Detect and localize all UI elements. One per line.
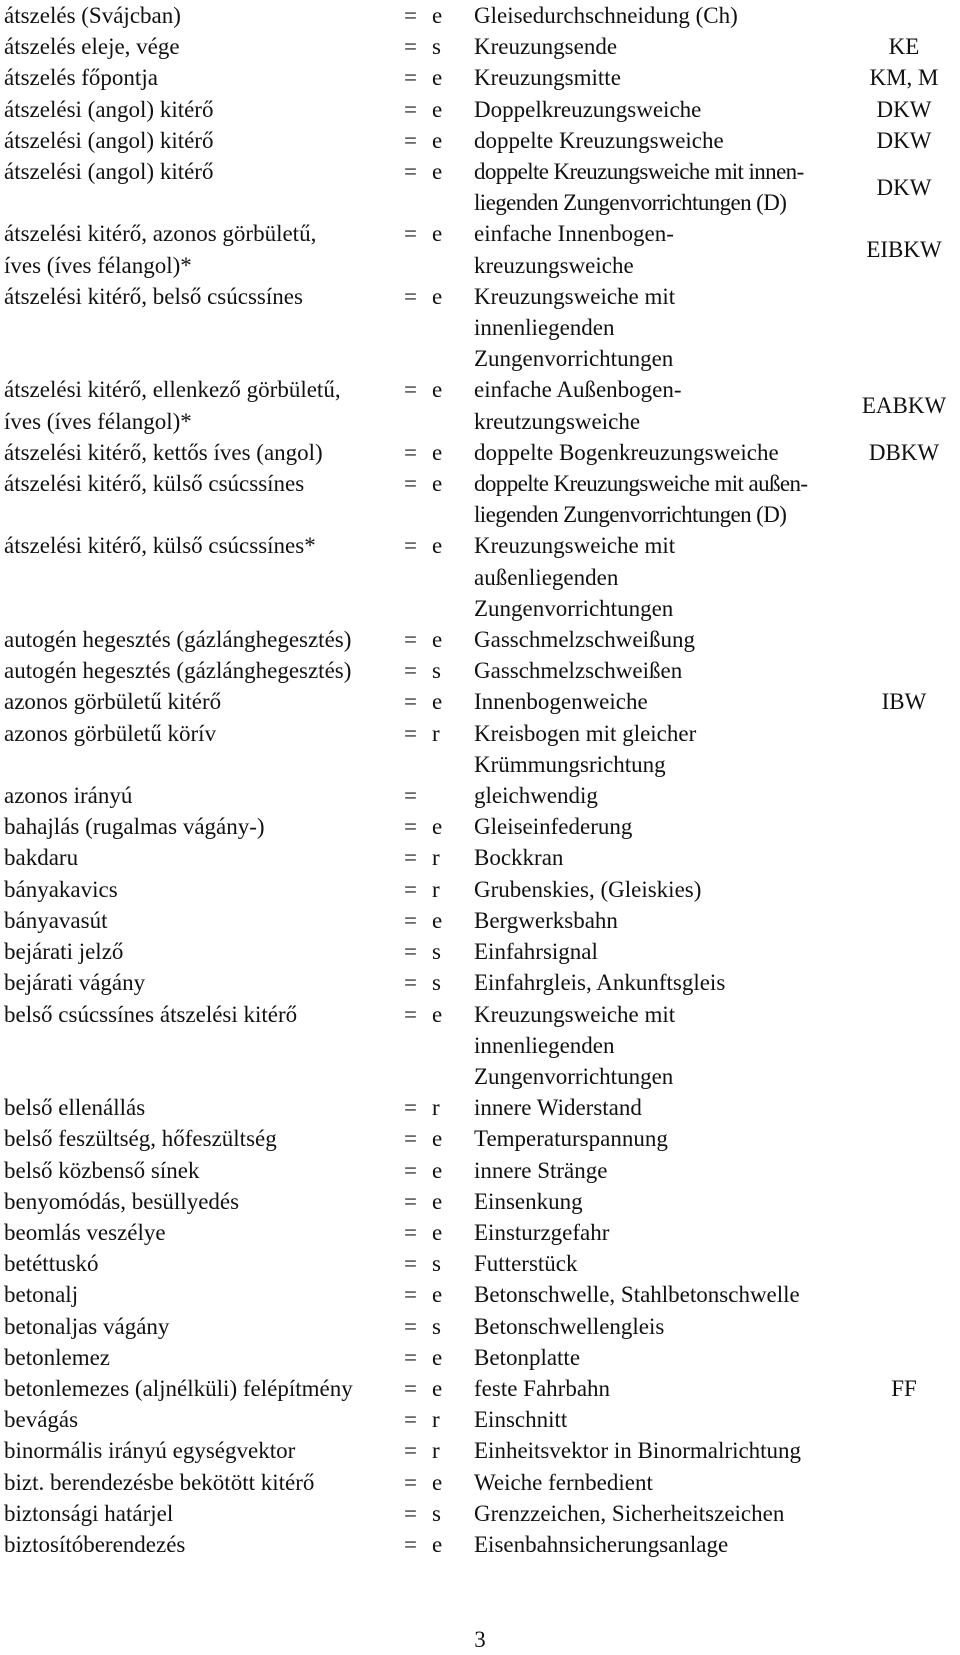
hungarian-term: bányavasút — [4, 907, 108, 933]
hungarian-term: belső feszültség, hőfeszültség — [4, 1126, 277, 1152]
equals-sign: = — [404, 34, 417, 60]
german-term: Betonschwellengleis — [474, 1313, 665, 1339]
equals-sign: = — [404, 876, 417, 902]
glossary-entry — [4, 1342, 954, 1373]
glossary-entry — [4, 655, 954, 686]
german-term: Gasschmelzschweißung — [474, 627, 695, 653]
hungarian-term: átszelési kitérő, külső csúcssínes* — [4, 533, 316, 559]
gender-marker: r — [432, 1095, 440, 1121]
gender-marker: s — [432, 1313, 441, 1339]
gender-marker: e — [432, 439, 443, 465]
gender-marker: e — [432, 814, 443, 840]
gender-marker: e — [432, 159, 443, 185]
hungarian-term: átszelési kitérő, belső csúcssínes — [4, 283, 303, 309]
glossary-entry — [4, 811, 954, 842]
abbreviation: KE — [888, 34, 920, 60]
hungarian-term: benyomódás, besüllyedés — [4, 1188, 240, 1214]
equals-sign: = — [404, 1313, 417, 1339]
abbreviation: EIBKW — [866, 237, 942, 263]
equals-sign: = — [404, 1438, 417, 1464]
gender-marker: e — [432, 1531, 443, 1557]
gender-marker: e — [432, 65, 443, 91]
equals-sign: = — [404, 658, 417, 684]
german-term: Eisenbahnsicherungsanlage — [474, 1531, 729, 1557]
german-term: Einheitsvektor in Binormalrichtung — [474, 1438, 802, 1464]
german-term: Bockkran — [474, 845, 564, 871]
german-term: Einsenkung — [474, 1188, 583, 1214]
glossary-entry — [4, 936, 954, 967]
german-term: einfache Innenbogen- kreuzungsweiche — [474, 221, 674, 278]
hungarian-term: betonaljas vágány — [4, 1313, 170, 1339]
glossary-entry — [4, 718, 954, 780]
gender-marker: e — [432, 1375, 443, 1401]
german-term: Bergwerksbahn — [474, 907, 618, 933]
equals-sign: = — [404, 1282, 417, 1308]
hungarian-term: biztosítóberendezés — [4, 1531, 186, 1557]
glossary-entry — [4, 1373, 954, 1404]
abbreviation: KM, M — [869, 65, 939, 91]
glossary-entry — [4, 842, 954, 873]
equals-sign: = — [404, 689, 417, 715]
gender-marker: e — [432, 471, 443, 497]
gender-marker: r — [432, 1407, 440, 1433]
gender-marker: r — [432, 1438, 440, 1464]
abbreviation: DKW — [876, 96, 932, 122]
abbreviation: EABKW — [861, 393, 947, 419]
glossary-entry — [4, 468, 954, 530]
page-number: 3 — [474, 1627, 486, 1652]
german-term: Kreisbogen mit gleicher Krümmungsrichtung — [474, 720, 697, 777]
glossary-entry — [4, 0, 954, 31]
german-term: Einfahrgleis, Ankunftsgleis — [474, 970, 726, 996]
gender-marker: e — [432, 3, 443, 28]
gender-marker: s — [432, 1500, 441, 1526]
gender-marker: s — [432, 970, 441, 996]
german-term: innere Stränge — [474, 1157, 608, 1183]
gender-marker: e — [432, 221, 443, 247]
gender-marker: e — [432, 283, 443, 309]
equals-sign: = — [404, 1188, 417, 1214]
hungarian-term: átszelési kitérő, azonos görbületű, íves (íves félangol)* — [4, 221, 317, 278]
glossary-entry — [4, 686, 954, 717]
equals-sign: = — [404, 970, 417, 996]
german-term: Kreuzungsende — [474, 34, 618, 60]
glossary-entry — [4, 1498, 954, 1529]
hungarian-term: autogén hegesztés (gázlánghegesztés) — [4, 627, 352, 653]
equals-sign: = — [404, 1531, 417, 1557]
glossary-entry — [4, 94, 954, 125]
glossary-entry — [4, 156, 954, 218]
equals-sign: = — [404, 1157, 417, 1183]
gender-marker: e — [432, 1188, 443, 1214]
equals-sign: = — [404, 439, 417, 465]
glossary-entry — [4, 1467, 954, 1498]
equals-sign: = — [404, 627, 417, 653]
gender-marker: e — [432, 1469, 443, 1495]
equals-sign: = — [404, 471, 417, 497]
gender-marker: e — [432, 1157, 443, 1183]
hungarian-term: azonos irányú — [4, 783, 133, 809]
hungarian-term: átszelés főpontja — [4, 65, 158, 91]
equals-sign: = — [404, 907, 417, 933]
hungarian-term: azonos görbületű körív — [4, 720, 217, 746]
equals-sign: = — [404, 3, 417, 28]
glossary-entry — [4, 1186, 954, 1217]
german-term: Betonschwelle, Stahlbetonschwelle — [474, 1282, 800, 1308]
glossary-entry — [4, 1217, 954, 1248]
gender-marker: e — [432, 1126, 443, 1152]
equals-sign: = — [404, 1126, 417, 1152]
equals-sign: = — [404, 1375, 417, 1401]
equals-sign: = — [404, 1251, 417, 1277]
gender-marker: e — [432, 627, 443, 653]
equals-sign: = — [404, 1001, 417, 1027]
equals-sign: = — [404, 783, 417, 809]
hungarian-term: belső közbenső sínek — [4, 1157, 200, 1183]
gender-marker: r — [432, 720, 440, 746]
gender-marker: s — [432, 658, 441, 684]
equals-sign: = — [404, 720, 417, 746]
hungarian-term: átszelési (angol) kitérő — [4, 159, 214, 185]
hungarian-term: bevágás — [4, 1407, 79, 1433]
gender-marker: s — [432, 1251, 441, 1277]
equals-sign: = — [404, 1500, 417, 1526]
hungarian-term: bányakavics — [4, 876, 118, 902]
glossary-entry — [4, 31, 954, 62]
gender-marker: e — [432, 1219, 443, 1245]
equals-sign: = — [404, 283, 417, 309]
gender-marker: r — [432, 876, 440, 902]
hungarian-term: átszelési kitérő, kettős íves (angol) — [4, 439, 323, 465]
equals-sign: = — [404, 65, 417, 91]
german-term: doppelte Kreuzungsweiche — [474, 127, 724, 153]
german-term: doppelte Kreuzungsweiche mit innen- liegenden Zungenvorrichtungen (D) — [474, 159, 804, 216]
german-term: Weiche fernbedient — [474, 1469, 653, 1495]
german-term: Gleiseinfederung — [474, 814, 633, 840]
glossary-entry — [4, 1311, 954, 1342]
gender-marker: e — [432, 1282, 443, 1308]
glossary-entry — [4, 1279, 954, 1310]
glossary-entry — [4, 1155, 954, 1186]
german-term: einfache Außenbogen- kreutzungsweiche — [474, 377, 682, 434]
equals-sign: = — [404, 814, 417, 840]
hungarian-term: átszelési (angol) kitérő — [4, 96, 214, 122]
hungarian-term: betéttuskó — [4, 1251, 99, 1277]
hungarian-term: biztonsági határjel — [4, 1500, 174, 1526]
hungarian-term: azonos görbületű kitérő — [4, 689, 222, 715]
hungarian-term: autogén hegesztés (gázlánghegesztés) — [4, 658, 352, 684]
hungarian-term: bahajlás (rugalmas vágány-) — [4, 814, 265, 840]
german-term: Innenbogenweiche — [474, 689, 648, 715]
abbreviation: DKW — [876, 127, 932, 153]
equals-sign: = — [404, 939, 417, 965]
glossary-entry — [4, 1404, 954, 1435]
glossary-list — [4, 0, 954, 1560]
glossary-entry — [4, 218, 954, 280]
hungarian-term: betonalj — [4, 1282, 79, 1308]
equals-sign: = — [404, 1469, 417, 1495]
german-term: Grubenskies, (Gleiskies) — [474, 876, 702, 902]
abbreviation: DKW — [876, 174, 932, 200]
gender-marker: e — [432, 377, 443, 403]
glossary-entry — [4, 874, 954, 905]
hungarian-term: bejárati jelző — [4, 939, 124, 965]
hungarian-term: betonlemezes (aljnélküli) felépítmény — [4, 1375, 353, 1401]
gender-marker: e — [432, 533, 443, 559]
glossary-entry — [4, 624, 954, 655]
glossary-entry — [4, 1248, 954, 1279]
gender-marker: e — [432, 907, 443, 933]
equals-sign: = — [404, 1219, 417, 1245]
german-term: Kreuzungsweiche mit innenliegenden Zungenvorrichtungen — [474, 283, 676, 372]
gender-marker: e — [432, 1001, 443, 1027]
glossary-entry — [4, 437, 954, 468]
equals-sign: = — [404, 533, 417, 559]
hungarian-term: binormális irányú egységvektor — [4, 1438, 296, 1464]
hungarian-term: átszelés (Svájcban) — [4, 3, 181, 28]
equals-sign: = — [404, 127, 417, 153]
german-term: Einsturzgefahr — [474, 1219, 610, 1245]
glossary-entry — [4, 1123, 954, 1154]
hungarian-term: betonlemez — [4, 1344, 111, 1370]
german-term: gleichwendig — [474, 783, 598, 809]
abbreviation: FF — [891, 1375, 917, 1401]
glossary-entry — [4, 1435, 954, 1466]
german-term: Doppelkreuzungsweiche — [474, 96, 702, 122]
equals-sign: = — [404, 1407, 417, 1433]
german-term: Futterstück — [474, 1251, 578, 1277]
equals-sign: = — [404, 159, 417, 185]
hungarian-term: belső ellenállás — [4, 1095, 146, 1121]
hungarian-term: átszelés eleje, vége — [4, 34, 180, 60]
glossary-entry — [4, 62, 954, 93]
german-term: Gasschmelzschweißen — [474, 658, 683, 684]
glossary-entry — [4, 125, 954, 156]
gender-marker: e — [432, 127, 443, 153]
glossary-entry — [4, 374, 954, 436]
gender-marker: r — [432, 845, 440, 871]
hungarian-term: átszelési (angol) kitérő — [4, 127, 214, 153]
abbreviation: IBW — [881, 689, 927, 715]
german-term: Temperaturspannung — [474, 1126, 668, 1152]
glossary-entry — [4, 1092, 954, 1123]
german-term: doppelte Kreuzungsweiche mit außen- liegenden Zungenvorrichtungen (D) — [474, 471, 808, 528]
glossary-entry — [4, 999, 954, 1093]
glossary-entry — [4, 967, 954, 998]
german-term: doppelte Bogenkreuzungsweiche — [474, 439, 779, 465]
german-term: Einfahrsignal — [474, 939, 598, 965]
equals-sign: = — [404, 96, 417, 122]
gender-marker: e — [432, 1344, 443, 1370]
german-term: Kreuzungsweiche mit innenliegenden Zungenvorrichtungen — [474, 1001, 676, 1089]
german-term: innere Widerstand — [474, 1095, 642, 1121]
german-term: Kreuzungsweiche mit außenliegenden Zungenvorrichtungen — [474, 533, 676, 621]
hungarian-term: átszelési kitérő, ellenkező görbületű, íves (íves félangol)* — [4, 377, 341, 434]
hungarian-term: bakdaru — [4, 845, 79, 871]
gender-marker: s — [432, 939, 441, 965]
gender-marker: e — [432, 689, 443, 715]
german-term: Kreuzungsmitte — [474, 65, 621, 91]
hungarian-term: átszelési kitérő, külső csúcssínes — [4, 471, 305, 497]
hungarian-term: bizt. berendezésbe bekötött kitérő — [4, 1469, 315, 1495]
equals-sign: = — [404, 221, 417, 247]
german-term: feste Fahrbahn — [474, 1375, 611, 1401]
hungarian-term: belső csúcssínes átszelési kitérő — [4, 1001, 298, 1027]
equals-sign: = — [404, 377, 417, 403]
abbreviation: DBKW — [868, 439, 940, 465]
glossary-entry — [4, 530, 954, 624]
glossary-entry — [4, 780, 954, 811]
equals-sign: = — [404, 1344, 417, 1370]
hungarian-term: bejárati vágány — [4, 970, 146, 996]
glossary-entry — [4, 281, 954, 375]
german-term: Grenzzeichen, Sicherheitszeichen — [474, 1500, 785, 1526]
glossary-entry — [4, 905, 954, 936]
equals-sign: = — [404, 845, 417, 871]
gender-marker: e — [432, 96, 443, 122]
german-term: Betonplatte — [474, 1344, 581, 1370]
equals-sign: = — [404, 1095, 417, 1121]
german-term: Einschnitt — [474, 1407, 568, 1433]
hungarian-term: beomlás veszélye — [4, 1219, 166, 1245]
german-term: Gleisedurchschneidung (Ch) — [474, 3, 738, 28]
gender-marker: s — [432, 34, 441, 60]
glossary-entry — [4, 1529, 954, 1560]
